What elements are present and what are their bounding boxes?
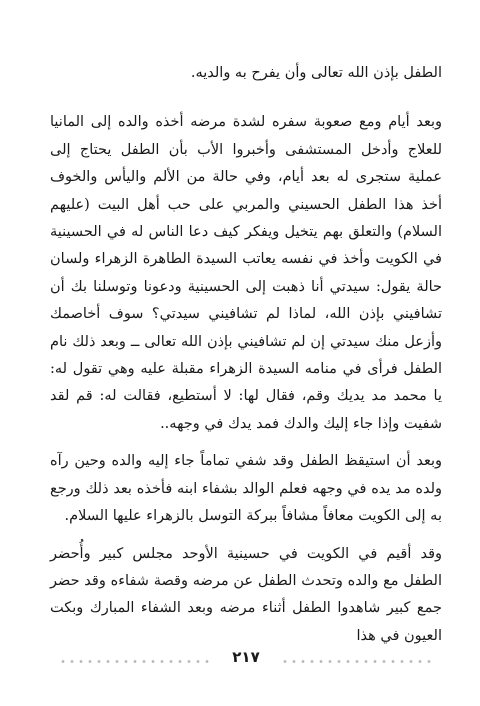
paragraph-1: الطفل بإذن الله تعالى وأن يفرح به والديه. (190, 65, 442, 81)
paragraph-2: وبعد أيام ومع صعوبة سفره لشدة مرضه أخذه والده إلى المانيا للعلاج وأدخل المستشفى وأخبروا الأب بأن الطفل يحتاج إلى عملية ستجرى له بعد أيام، وفي حالة من الألم واليأس والخوف أخذ هذا الطفل الحسيني والمربي على حب أهل البيت (عليهم السلام) والتعلق بهم يتخيل ويفكر كيف دعا الناس له في الحسينية في الكويت وأخذ في نفسه يعاتب السيدة الطاهرة الزهراء ولسان حالة يقول: سيدتي أنا ذهبت إلى الحسينية ودعونا وتوسلنا بك أن تشافيني بإذن الله، لماذا لم تشافيني سيدتي؟ سوف أخاصمك وأزعل منك سيدتي إن لم تشافيني بإذن الله تعالى ــ وبعد ذلك نام الطفل فرأى في منامه السيدة الزهراء مقبلة عليه وهي تقول له: يا محمد مد يديك وقم، فقال لها: لا أستطيع، فقالت له: قم لقد شفيت وإذا جاء إليك والدك فمد يدك في وجهه.. (50, 114, 442, 432)
page-number: ٢١٧ (232, 648, 260, 666)
footer-ornament-right (282, 656, 432, 666)
page-body (50, 60, 442, 650)
paragraph-3: وبعد أن استيقظ الطفل وقد شفي تماماً جاء إليه والده وحين رآه ولده مد يده في وجهه فعلم الوالد بشفاء ابنه فأخذه بعد ذلك ورجع به إلى الكويت معافاً مشافاً ببركة التوسل بالزهراء عليها السلام. (50, 453, 442, 525)
page-footer (60, 648, 432, 678)
paragraph-4: وقد أقيم في الكويت في حسينية الأوحد مجلس كبير وأُحضر الطفل مع والده وتحدث الطفل عن مرضه وقصة شفاءه وقد حضر جمع كبير شاهدوا الطفل أثناء مرضه وبعد الشفاء المبارك وبكت العيون في هذا (50, 545, 442, 644)
